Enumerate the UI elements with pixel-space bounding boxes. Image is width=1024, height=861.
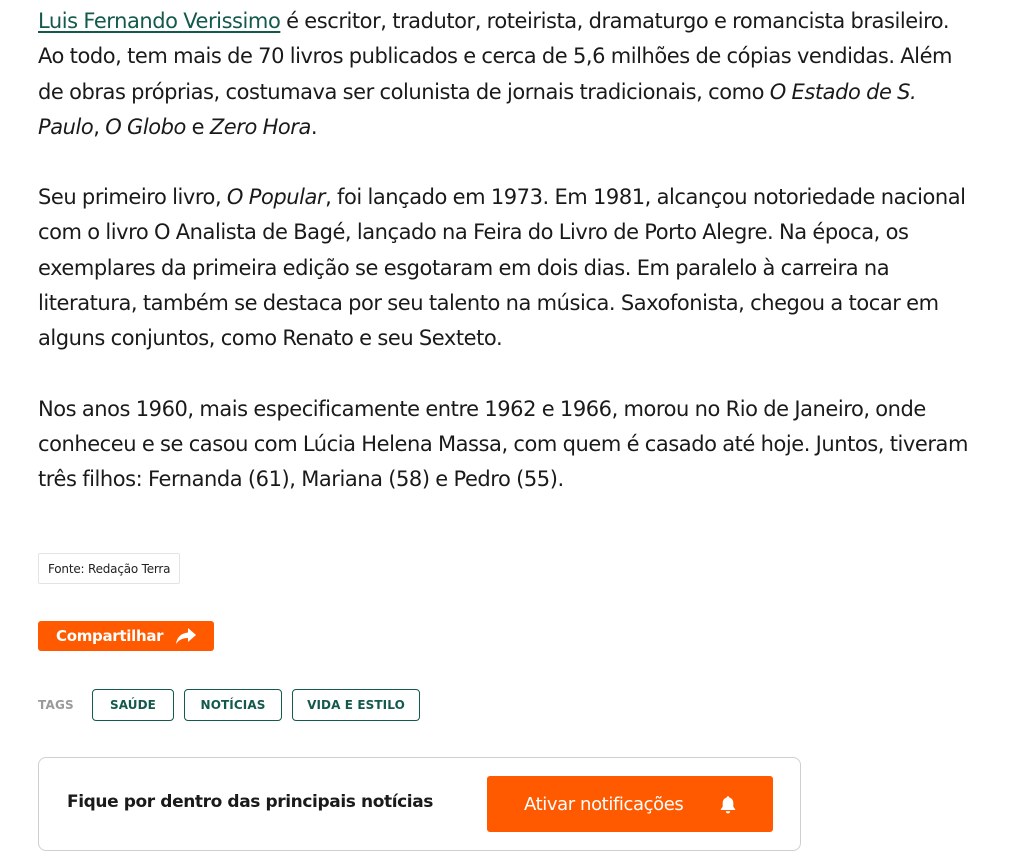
newspaper-estado: O Estado de S. Paulo [38, 79, 917, 139]
paragraph-1-text-2: , [93, 114, 106, 139]
paragraph-2-text-1: Seu primeiro livro, [38, 185, 227, 210]
tag-saude[interactable]: SAÚDE [92, 689, 174, 721]
bell-icon [719, 795, 737, 814]
notification-text: Fique por dentro das principais notícias [67, 792, 434, 812]
book-title: O Popular [226, 185, 326, 210]
newspaper-zero-hora: Zero Hora [209, 114, 311, 139]
enable-notifications-label: Ativar notificações [524, 793, 684, 815]
paragraph-2 [38, 180, 968, 356]
share-button-label: Compartilhar [56, 627, 164, 645]
share-arrow-icon [175, 627, 197, 645]
paragraph-2-text-2: , foi lançado em 1973. Em 1981, alcançou notoriedade nacional com o livro O Analista de Bagé, lançado na Feira do Livro de Porto Alegre. Na época, os exemplares da primeira edição se esgotaram em dois dias. Em paralelo à carreira na literatura, também se destaca por seu talento na música. Saxofonista, chegou a tocar em alguns conjuntos, como Renato e seu Sexteto. [38, 185, 966, 351]
tags-label: TAGS [38, 698, 74, 712]
paragraph-1 [38, 4, 968, 145]
paragraph-1-text-1: é escritor, tradutor, roteirista, dramaturgo e romancista brasileiro. Ao todo, tem mais de 70 livros publicados e cerca de 5,6 milhões de cópias vendidas. Além de obras próprias, costumava ser colunista de jornais tradicionais, como [38, 9, 953, 104]
paragraph-3-text: Nos anos 1960, mais especificamente entre 1962 e 1966, morou no Rio de Janeiro, onde conheceu e se casou com Lúcia Helena Massa, com quem é casado até hoje. Juntos, tiveram três filhos: Fernanda (61), Mariana (58) e Pedro (55). [38, 396, 968, 492]
paragraph-1-text-3: e [185, 114, 210, 139]
tag-vida-e-estilo[interactable]: VIDA E ESTILO [292, 689, 420, 721]
newspaper-globo: O Globo [105, 114, 186, 139]
share-button[interactable] [38, 621, 214, 651]
source-label: Fonte: Redação Terra [38, 553, 180, 584]
author-link[interactable]: Luis Fernando Verissimo [38, 9, 281, 33]
paragraph-1-text-4: . [310, 114, 318, 139]
article-body [38, 4, 968, 533]
notification-box [38, 757, 801, 851]
tag-noticias[interactable]: NOTÍCIAS [184, 689, 282, 721]
enable-notifications-button[interactable] [487, 776, 773, 832]
paragraph-3 [38, 392, 968, 498]
